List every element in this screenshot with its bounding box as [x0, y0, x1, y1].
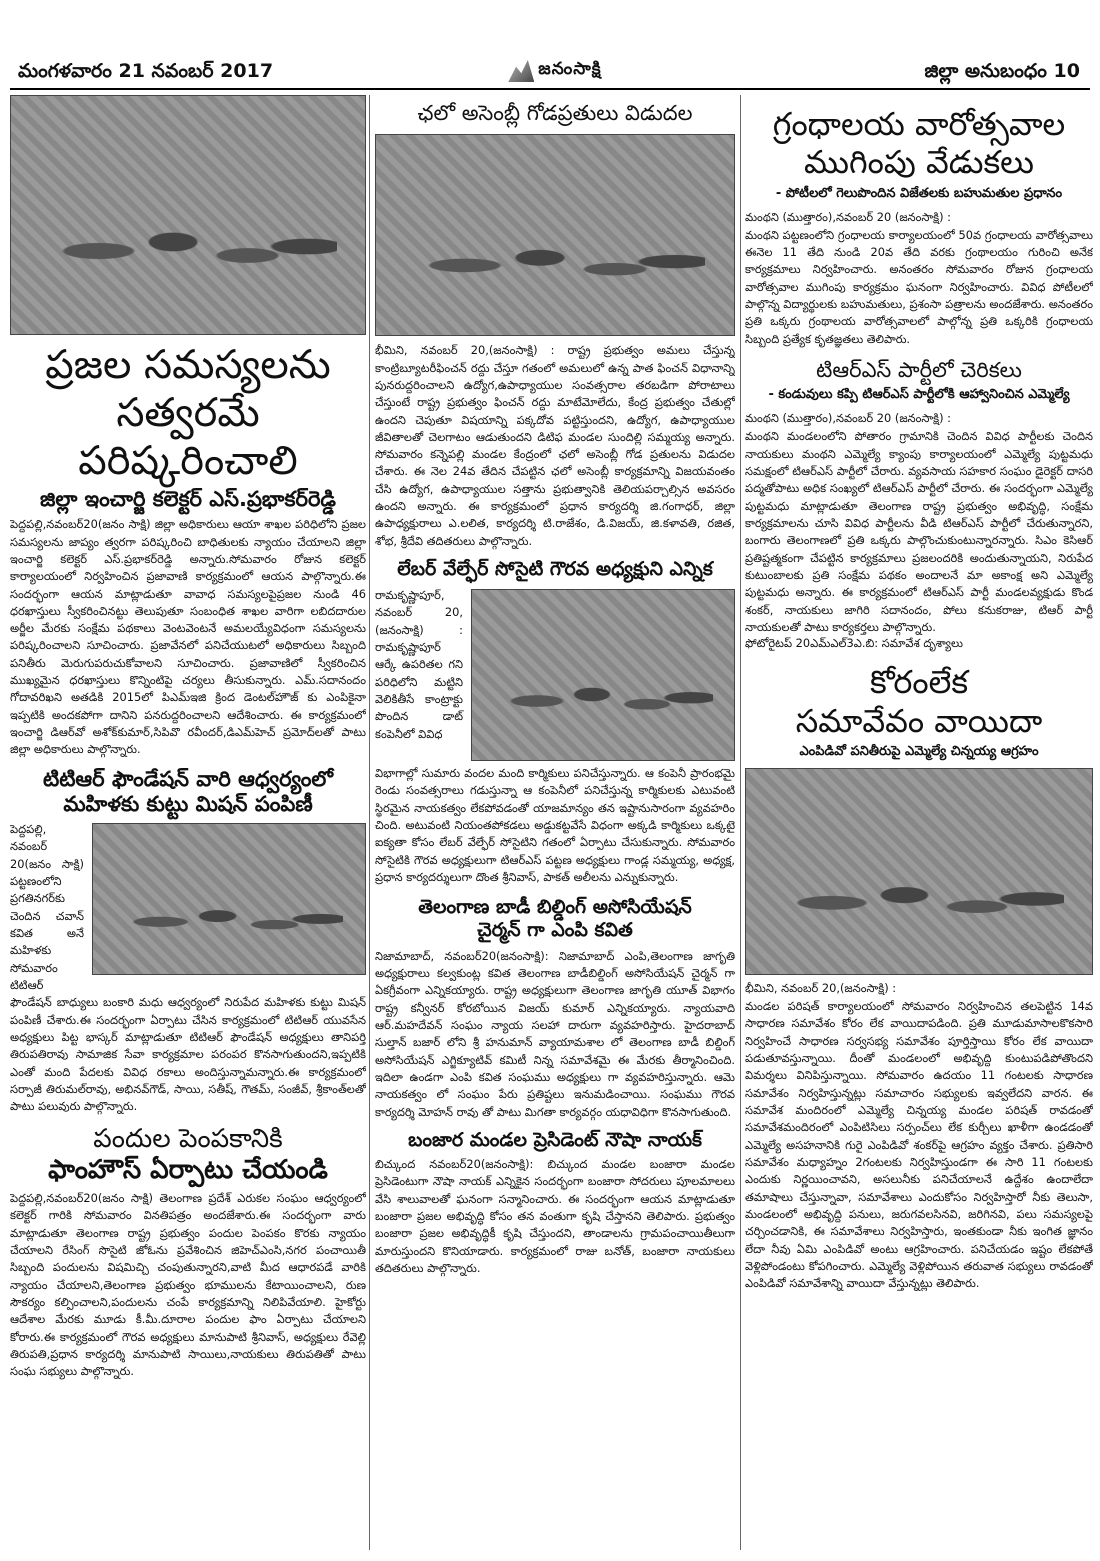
wall-posters-release-photo — [375, 134, 735, 336]
headline: మహిళకు కుట్టు మిషన్ పంపిణీ — [63, 791, 313, 816]
newspaper-logo — [485, 56, 625, 86]
page-label: జిల్లా అనుబంధం 10 — [924, 60, 1080, 82]
collector-meeting-photo — [10, 95, 366, 335]
column-divider — [369, 95, 370, 1550]
subheadline: - పోటీలలో గెలుపొందిన విజేతలకు బహుమతుల ప్రధానం — [775, 185, 1063, 201]
headline: ఛలో అసెంబ్లీ గోడప్రతులు విడుదల — [417, 101, 693, 125]
headline: సమావేవం వాయిదా — [795, 701, 1043, 740]
article-body: భీమిని, నవంబర్ 20,(జనంసాక్షి) : రాష్ట్ర ప్రభుత్వం అమలు చేస్తున్న కాంట్రిబ్యూటరీఫించన్ రద్దు చేస్తూ గతంలో అమలులో ఉన్న పాత ఫించన్ విధానాన్ని పునరుద్దరించాలని ఉద్యోగ,ఉపాధ్యాయుల సంవత్సరాల తరబడిగా పోరాటాలు చేస్తుంటే రాష్ట్ర ప్రభుత్వం ఫించన్ రద్దు మాటేమోలేదు, కేంద్ర ప్రభుత్వం చేతుల్లో ఉందని చెపుతూ విషయాన్ని పక్కదోవ పట్టిస్తుందని, ఉద్యోగ, ఉపాధ్యాయుల జీవితాలతో చెలగాటం ఆడుతుందని డిటిఫ మండల సుందిల్లి సమ్మయ్య అన్నారు. సోమవారం కన్నెపల్లి మండల కేంద్రంలో ఛలో అసెంబ్లీ గోడ ప్రతులను విడుదల చేశారు. ఈ నెల 24వ తేదిన చేపట్టిన ఛలో అసెంబ్లీ కార్యక్రమాన్ని విజయవంతం చేసి ఉద్యోగ, ఉపాధ్యాయుల సత్తాను ప్రభుత్వానికి తెలియపర్చాల్సిన అవసరం ఉందని అన్నారు. ఈ కార్యక్రమంలో ప్రధాన కార్యదర్శి జి.గంగాధర్, జిల్లా ఉపాధ్యక్షురాలు ఎ.లలిత, కార్యదర్శి టి.రాజేశం, డి.విజయ్, జి.కళావతి, రజిత, శోభ, శ్రీదేవి తదితరులు పాల్గొన్నారు. — [375, 343, 735, 548]
masthead — [0, 0, 1100, 92]
labour-welfare-society-photo — [471, 589, 735, 761]
headline: ఫాంహౌస్ ఏర్పాటు చేయండి — [48, 1154, 328, 1185]
logo-text: జనంసాక్షి — [538, 59, 602, 79]
article-body: ఫౌండేషన్ బాధ్యులు బంకారి మధు ఆధ్వర్యంలో నిరుపేద మహిళకు కుట్టు మిషన్ పంపిణీ చేశారు.ఈ సందర్భంగా ఏర్పాటు చేసిన కార్యక్రమంలో టిటిఆర్ యువసేన అధ్యక్షులు పిట్ట భాస్కర్ మాట్లాడుతూ టిటిఆర్ ఫౌండేషన్ అధ్యక్షులు తానిపర్తి తిరుపతిరావు సామాజిక సేవా కార్యక్రమాల పరంపర కొనసాగుతుందని,ఇప్పటికి ఎంతో మంది పేదలకు వివిధ రకాలు అందిస్తున్నామన్నారు.ఈ కార్యక్రమంలో సర్పాజీ తిరుమల్‌రావు, అభినవ్‌గౌడ్, సాయి, సతీష్, గౌతమ్, సంజీవ్, శ్రీకాంత్‌లతో పాటు పలువురు పాల్గొన్నారు. — [10, 995, 366, 1114]
headline: టిఆర్ఎస్ పార్టీలో చెరికలు — [816, 358, 1022, 383]
dateline: మంథని (ముత్తారం),నవంబర్ 20 (జనంసాక్షి) : — [745, 411, 952, 426]
article-body: మండల పరిషత్ కార్యాలయంలో సోమవారం నిర్వహించిన తలపెట్టిన 14వ సాధారణ సమావేశం కోరం లేక వాయిదాపడింది. ప్రతి మూడుమాసాలకొకసారి నిర్వహించే సాధారణ సర్వసభ్య సమావేశం పూర్తిస్తాయి కోరం లేక వాయిదా పడుతూవస్తున్నాయి. దీంతో మండలంలో అభివృద్ది కుంటుపడిపోతొందని విమర్శలు వినిపిస్తున్నాయి. సోమవారం ఉదయం 11 గంటలకు సాధారణ సమావేశం నిర్వహిస్తున్నట్లు సమాచారం సభ్యులకు ఇవ్వలేదని వారన. ఈ సమావేశ మందిరంలో ఎమ్మెల్యే చిన్నయ్య మండల పరిషత్ రావడంతో సమావేశమందిరంలో ఎంపిటిసిలు సర్పంచ్‌లు లేక కుర్చీలు ఖాళీగా ఉండడంతో ఎమ్మెల్యే అసహనానికి గురై ఎంపిడివో శంకర్‌పై ఆగ్రహం వ్యక్తం చేశారు. ప్రతిసారి సమావేశం మధ్యాహ్నం 2గంటలకు నిర్వహిస్తుండగా ఈ సారి 11 గంటలకు ఎందుకు నిర్ణయించావని, అసలునీకు పనిచేయాలనే ఉద్దేశం ఉందాలేదా తమాషాలు చేస్తున్నావా, సమావేశాలు ఎందుకోసం నిర్వహిస్తారో నీకు తెలుసా, మండలంలో అభివృద్ది పనులు, జరుగవలసినవి, జరిగినవి, పలు సమస్యలపై చర్చించడానికి, ఈ సమావేశాలు నిర్వహిస్తారు, ఇంతకుండా నీకు ఇంగిత జ్ఞానం లేదా నీవు ఏమి ఎంపిడివో అంటు ఆగ్రహించారు. పనిచేయడం ఇష్టం లేకపోతే వెళ్లిపోండంటు కోపగించారు. ఎమ్మెల్యే వెళ్లిపోయిన తరువాత సభ్యులు రావడంతో ఎంపిడివో సమావేశాన్ని వాయిదా వేస్తున్నట్లు తెలిపారు. — [745, 998, 1093, 1291]
article-body: బిచ్కుంద నవంబర్20(జనంసాక్షి): బిచ్కుంద మండల బంజారా మండల ప్రెసిడెంటుగా నౌషా నాయక్ ఎన్నికైన సందర్భంగా బంజారా సోదరులు పూలమాలలు వేసి శాలువాలతో ఘనంగా సన్మానించారు. ఈ సందర్భంగా ఆయన మాట్లాడుతూ బంజారా ప్రజల అభివృద్ధి కోసం తన వంతుగా కృషి చేస్తానని తెలిపారు. ప్రభుత్వం బంజారా ప్రజల అభివృద్ధికీ కృషి చేస్తుందని, తాండాలను గ్రామపంచాయితీలుగా మారుస్తుందని కొనియాడారు. కార్యక్రమంలో రాజు బనోత్, బంజారా నాయకులు తదితరులు పాల్గొన్నారు. — [375, 1156, 735, 1275]
dateline: భీమిని, నవంబర్ 20,(జనంసాక్షి) : — [745, 980, 897, 995]
subheadline: జిల్లా ఇంచార్జి కలెక్టర్ ఎస్.ప్రభాకర్‌రెడ్డి — [40, 487, 336, 511]
headline: బంజార మండల ప్రెసిడెంట్ నౌషా నాయక్ — [408, 1129, 702, 1152]
dateline: మంథని (ముత్తారం),నవంబర్ 20 (జనంసాక్షి) : — [745, 209, 952, 224]
headline: లేబర్ వేల్ఫేర్ సోసైటి గౌరవ అధ్యక్షుని ఎన్నిక — [397, 558, 713, 581]
article-body: నిజామాబాద్, నవంబర్20(జనంసాక్షి): నిజామాబాద్ ఎంపి,తెలంగాణ జాగృతి అధ్యక్షురాలు కల్వకుంట్ల కవిత తెలంగాణ బాడీబిల్డింగ్ అసోసియేషన్ చైర్మన్ గా ఏకగ్రీవంగా ఎన్నికయ్యారు. రాష్ట్ర అధ్యక్షులుగా తెలంగాణ జాగృతి యూత్ విభాగం రాష్ట్ర కన్వీనర్ కోరబోయిన విజయ్ కుమార్ ఎన్నికయ్యారు. న్యాయవాది ఆర్.మహదేవన్ సంఘం న్యాయ సలహా దారుగా వ్యవహరిస్తారు. హైదరాబాద్ సుల్తాన్ బజార్ లోని శ్రీ హనుమాన్ వ్యాయామశాల లో తెలంగాణ బాడీ బిల్డింగ్ అసోసియేషన్ ఎగ్జిక్యూటివ్ కమిటీ నిన్న సమావేశమై ఈ మేరకు తీర్మానించింది. ఇదిలా ఉండగా ఎంపి కవిత సంఘము అధ్యక్షులు గా వ్యవహరిస్తున్నారు. ఆమె నాయకత్వం లో సంఘం పేరు ప్రతిష్టలు ఇనుమడించాయి. సంఘము గౌరవ కార్యదర్శి మోహన్ రావు తో పాటు మిగతా కార్యవర్గం యధావిధిగా కొనసాగుతుంది. — [375, 948, 735, 1119]
article-body: విభాగాల్లో సుమారు వందల మంది కార్మికులు పనిచేస్తున్నారు. ఆ కంపెనీ ప్రారంభమై రెండు సంవత్సరాలు గడుస్తున్నా ఆ కంపెనీలో పనిచేస్తున్న కార్మికులకు ఎటువంటి స్థిరమైన నాయకత్వం లేకపోవడంతో యాజమాన్యం తన ఇష్టానుసారంగా వ్యవహరిం చింది. అటువంటి నియంతపోకడలు అడ్డుకట్టవేసే విధంగా అక్కడి కార్మికులు ఒక్కటై ఐక్యతా కోసం లేబర్ వేల్ఫేర్ సోసైటిని గతంలో ఏర్పాటు చేసుకున్నారు. సోమవారం సోసైటికి గౌరవ అధ్యక్షులుగా టిఆర్ఎస్ పట్టణ అధ్యక్షులు గాండ్ల సమ్మయ్య, అధ్యక్ష, ప్రధాన కార్యదర్శులుగా దొంత శ్రీనివాస్, పాకత్ అలీలను ఎన్నుకున్నారు. — [375, 765, 735, 884]
issue-date: మంగళవారం 21 నవంబర్ 2017 — [18, 60, 274, 82]
column-right — [745, 95, 1093, 1550]
headline: సత్వరమే పరిష్కరించాలి — [78, 390, 298, 484]
column-middle — [375, 95, 735, 1550]
photo-caption: ఫోటోరైటప్ 20ఎమ్ఎల్3ఎ.బి: సమావేశ దృశ్యాలు — [745, 636, 963, 651]
headline: కోరంలేక — [869, 663, 969, 702]
headline: ముగింపు వేడుకలు — [804, 143, 1034, 182]
sewing-machine-photo — [92, 823, 366, 975]
headline: గ్రంధాలయ వారోత్సవాల — [772, 105, 1066, 143]
headline: టిటిఆర్ ఫౌండేషన్ వారి ఆధ్వర్యంలో — [43, 766, 333, 791]
subheadline: - కండువులు కప్పి టిఆర్ఎస్ పార్టీలోకి ఆహ్వానించిన ఎమ్మెల్యే — [768, 387, 1070, 403]
article-body: మంథని మండలంలోని పోతారం గ్రామానికి చెందిన వివిధ పార్టీలకు చెందిన నాయకులు మంథని ఎమ్మెల్యే క్యాంపు కార్యాలయంలో ఎమ్మెల్యే పుట్టమధు సమక్షంలో టిఆర్ఎస్ పార్టీలో చేరారు. వ్యవసాయ సహకార సంఘం డైరెక్టర్ దాసరి పద్మతోపాటు అధిక సంఖ్యలో టిఆర్ఎస్ పార్టీలో చేరారు. ఈ సందర్భంగా ఎమ్మెల్యే పుట్టమధు మాట్లాడుతూ తెలంగాణ రాష్ట్ర ప్రభుత్వం అభివృద్ధి, సంక్షేమ కార్యక్రమాలను చూసి వివిధ పార్టీలను వీడి టిఆర్ఎస్ పార్టీలో చేరుతున్నారని, బంగారు తెలంగాణలో ప్రతి ఒక్కరు పాల్గొంచుకుంటున్నారన్నారు. సిఎం కెసిఆర్ ప్రతిష్టత్మకంగా చేపట్టిన కార్యక్రమాలు ప్రజలందరికి అందుతున్నాయని, నిరుపేద కుటుంబాలకు ప్రతి సంక్షేమ పథకం అందాలనే మా అకాంక్ష అని ఎమ్మెల్యే పుట్టమధు అన్నారు. ఈ కార్యక్రమంలో టిఆర్ఎస్ పార్టీ మండలవ్యక్షుడు కొండ శంకర్, నాయకులు జాగిరి సదానందం, పోలు కనుకరాజు, టిఆర్ పార్టీ నాయకులతో పాటు కార్యకర్తలు పాల్గొన్నారు. — [745, 429, 1093, 634]
subheadline: ఎంపిడివో పనితీరుపై ఎమ్మెల్యే చిన్నయ్య ఆగ్రహం — [799, 743, 1039, 759]
column-left — [10, 95, 366, 1550]
mandal-meeting-photo — [745, 768, 1093, 975]
column-divider — [740, 95, 741, 1550]
masthead-rule — [10, 88, 1090, 90]
headline: పందుల పెంపకానికి — [93, 1123, 283, 1154]
article-body-side: రామకృష్ణాపూర్, నవంబర్ 20,(జనంసాక్షి) : రామకృష్ణాపూర్ ఆర్కే ఉపరితల గని పరిధిలోని మట్టిని వెలికితీసే కాంట్రాక్టు పొందిన డాట్ కంపెనీలో వివిధ — [375, 587, 463, 741]
article-body: మంథని పట్టణంలోని గ్రంధాలయ కార్యాలయంలో 50వ గ్రంధాలయ వారోత్సవాలు ఈనెల 11 తేది నుండి 20వ తేది వరకు గ్రంథాలయం గురించి అనేక కార్యక్రమాలు నిర్వహించారు. అనంతరం సోమవారం రోజున గ్రంధాలయ వారోత్సవాల ముగింపు కార్యక్రమం ఘనంగా నిర్వహించారు. వివిధ పోటీలలో పాల్గొన్న విద్యార్థులకు బహుమతులు, ప్రశంసా పత్రాలను అందజేశారు. అనంతరం ప్రతి ఒక్కరు గ్రంథాలయ వారోత్సవాలలో పాల్గోన్న ప్రతి ఒక్కరికి గ్రంధాలయ సిబ్బంది ప్రత్యేక కృతజ్ఞతలు తెలిపారు. — [745, 227, 1093, 346]
article-body: పెద్దపల్లి,నవంబర్20(జనం సాక్షి) తెలంగాణ ప్రదేశ్ ఎరుకల సంఘం ఆధ్వర్యంలో కలెక్టర్ గారికి సోమవారం వినతిపత్రం అందజేశారు.ఈ సందర్భంగా వారు మాట్లాడుతూ తెలంగాణ రాష్ట్ర ప్రభుత్వం పందుల పెంపకం కొరకు న్యాయం చేయాలని రేసింగ్ సొసైటి జోఓను ప్రవేశించిన జిహెచ్‌ఎంసి,నగర పంచాయితీ సిబ్బంది పందులను విషమిచ్చి చంపుతున్నారని,వాటి మీద ఆధారపడే వారికి న్యాయం చేయాలని,తెలంగాణ ప్రభుత్వం భూములను కేటాయించాలని, రుణ సౌకర్యం కల్పించాలని,పందులను చంపే కార్యక్రమాన్ని నిలిపివేయాలి. హైకోర్టు ఆదేశాల మేరకు మూడు కీ.మీ.దూరాల పందుల ఫాం ఏర్పాటు చేయాలని కోరారు.ఈ కార్యక్రమంలో గౌరవ అధ్యక్షులు మానుపాటి శ్రీనివాస్, అధ్యక్షులు రేవెల్లి తిరుపతి,ప్రధాన కార్యదర్శి మానుపాటి సాయిలు,నాయకులు తిరుపతితో పాటు సంఘ సభ్యులు పాల్గొన్నారు. — [10, 1191, 366, 1379]
headline: తెలంగాణ బాడీ బిల్డింగ్ అసోసియేషన్ — [418, 896, 692, 919]
logo-emblem-icon — [508, 60, 534, 82]
headline: ప్రజల సమస్యలను — [45, 342, 331, 388]
article-body: పెద్దపల్లి,నవంబర్20(జనం సాక్షి) జిల్లా అధికారులు ఆయా శాఖల పరిధిలోని ప్రజల సమస్యలను జాప్యం త్వరగా పరిష్కరించి బాధితులకు న్యాయం చేయాలని జిల్లా ఇంచార్జి కలెక్టర్ ఎస్.ప్రభాకర్‌రెడ్డి అన్నారు.సోమవారం రోజున కలెక్టర్ కార్యాలయంలో నిర్వహించిన ప్రజావాణి కార్యక్రమంలో ఆయన పాల్గొన్నారు.ఈ సందర్భంగా ఆయన మాట్లాడుతూ వావాధ సమస్యలపైప్రజల నుండి 46 ధరఖాస్తులు స్వీకరించినట్టు తెలుపుతూ సంబంధిత శాఖల వారిగా లబిదదారుల అర్జీల మేరకు సంక్షేమ పథకాలు వెంటవెంటనే అమలయ్యేవిధంగా సమస్యలను పరిష్కరించాలని సూచించారు. ప్రజావేనలో పనిచేయుటలో అధికారులు సిబ్బంది పనితీరు మెరుగుపరుచుకోవాలని సూచించారు. ప్రజావాణిలో స్వీకరించిన ముఖ్యమైన ధరఖాస్తులు కొన్నింటిపై చర్యలు తీసుకున్నారు. ఎమ్.సదానందం గోదావరిఖని అతడికి 2015లో పిఎమ్ఇజి క్రింద డెంటల్‌హౌజ్ కు ఎంపికైనా ఇప్పటికి అందకపోగా దానిని పనరుద్దరించాలని ఆదేశించారు. ఈ కార్యక్రమంలో ఇంచార్జి డిఆర్‌వో అశోక్‌కుమార్,సిపివొ రవీందర్,డిఎమ్‌హెచ్ ప్రమోద్‌లతో పాటు జిల్లా అధికారులు పాల్గొన్నారు. — [10, 517, 366, 757]
headline: చైర్మన్ గా ఎంపి కవిత — [477, 919, 633, 942]
article-body-side: పెద్దపల్లి, నవంబర్ 20(జనం సాక్షి) పట్టణంలోని ప్రగతినగర్‌కు చెందిన చవాన్ కవిత అనే మహిళకు సోమవారం టిటిఆర్ — [10, 822, 84, 993]
